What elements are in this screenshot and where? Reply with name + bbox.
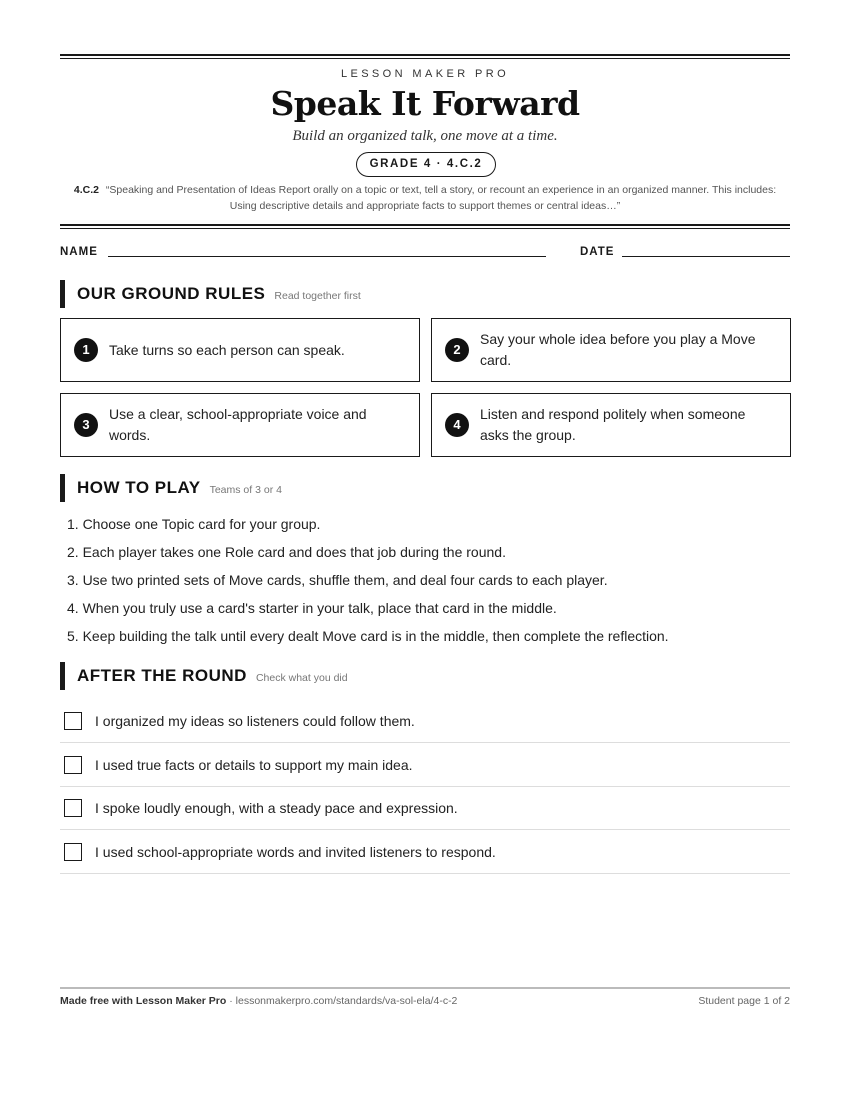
after-round-header xyxy=(60,662,348,690)
step-item: 5. Keep building the talk until every dealt Move card is in the middle, then complete the reflection. xyxy=(67,628,669,644)
ground-rule-card xyxy=(60,318,420,382)
grade-badge: GRADE 4 · 4.C.2 xyxy=(356,152,496,177)
rule-text: Take turns so each person can speak. xyxy=(109,341,345,358)
reflection-checklist-item xyxy=(60,699,790,743)
ground-rule-card xyxy=(431,318,791,382)
reflection-checklist-item xyxy=(60,743,790,787)
how-to-play-note: Teams of 3 or 4 xyxy=(209,483,282,496)
standard-text: “Speaking and Presentation of Ideas Report orally on a topic or text, tell a story, or recount an experience in an organized manner. This includes: Using descriptive details and appropriate facts to support themes or central ideas…” xyxy=(105,184,777,212)
reflection-checklist-item xyxy=(60,830,790,874)
footer-made-with: Made free with Lesson Maker Pro xyxy=(60,995,227,1007)
page-subtitle: Build an organized talk, one move at a time. xyxy=(292,128,558,144)
step-item: 4. When you truly use a card's starter in your talk, place that card in the middle. xyxy=(67,600,557,616)
ground-rule-card xyxy=(431,393,791,457)
header-double-rule xyxy=(60,224,790,229)
name-label: NAME xyxy=(60,246,98,258)
standard-code: 4.C.2 xyxy=(73,184,99,196)
step-item: 1. Choose one Topic card for your group. xyxy=(67,516,321,532)
reflection-checkbox[interactable] xyxy=(64,799,82,817)
rule-text: Listen and respond politely when someone asks the group. xyxy=(480,406,746,443)
rule-number-badge: 1 xyxy=(74,338,98,362)
how-to-play-header xyxy=(60,474,282,502)
standard-description xyxy=(60,182,790,214)
after-round-title: AFTER THE ROUND xyxy=(77,666,247,685)
rule-number-badge: 4 xyxy=(445,413,469,437)
brand-name: LESSON MAKER PRO xyxy=(340,68,510,80)
how-to-play-title: HOW TO PLAY xyxy=(77,478,201,497)
rule-number-badge: 2 xyxy=(445,338,469,362)
how-to-play-steps xyxy=(67,510,669,650)
footer-credit xyxy=(60,995,457,1007)
footer-page-number: Student page 1 of 2 xyxy=(698,995,790,1007)
reflection-text: I used true facts or details to support my main idea. xyxy=(95,756,413,773)
ground-rule-card xyxy=(60,393,420,457)
top-double-rule xyxy=(60,54,790,59)
footer-url[interactable]: · lessonmakerpro.com/standards/va-sol-ela/4-c-2 xyxy=(226,995,458,1007)
rule-text: Say your whole idea before you play a Move card. xyxy=(480,331,756,368)
name-field-line[interactable] xyxy=(108,256,546,257)
step-item: 2. Each player takes one Role card and does that job during the round. xyxy=(67,544,506,560)
ground-rules-header xyxy=(60,280,361,308)
rule-text: Use a clear, school-appropriate voice and words. xyxy=(109,406,367,443)
rule-number-badge: 3 xyxy=(74,413,98,437)
reflection-text: I spoke loudly enough, with a steady pace and expression. xyxy=(95,799,458,816)
reflection-checklist-item xyxy=(60,786,790,830)
page-title: Speak It Forward xyxy=(270,84,580,123)
reflection-checkbox[interactable] xyxy=(64,756,82,774)
reflection-checkbox[interactable] xyxy=(64,712,82,730)
after-round-note: Check what you did xyxy=(255,671,348,684)
date-field-line[interactable] xyxy=(622,256,790,257)
step-item: 3. Use two printed sets of Move cards, shuffle them, and deal four cards to each player. xyxy=(67,572,608,588)
ground-rules-title: OUR GROUND RULES xyxy=(77,284,266,303)
reflection-text: I used school-appropriate words and invited listeners to respond. xyxy=(95,843,496,860)
ground-rules-note: Read together first xyxy=(274,289,361,302)
reflection-text: I organized my ideas so listeners could follow them. xyxy=(95,712,415,729)
reflection-checkbox[interactable] xyxy=(64,843,82,861)
footer-rule xyxy=(60,987,790,989)
date-label: DATE xyxy=(580,246,615,258)
